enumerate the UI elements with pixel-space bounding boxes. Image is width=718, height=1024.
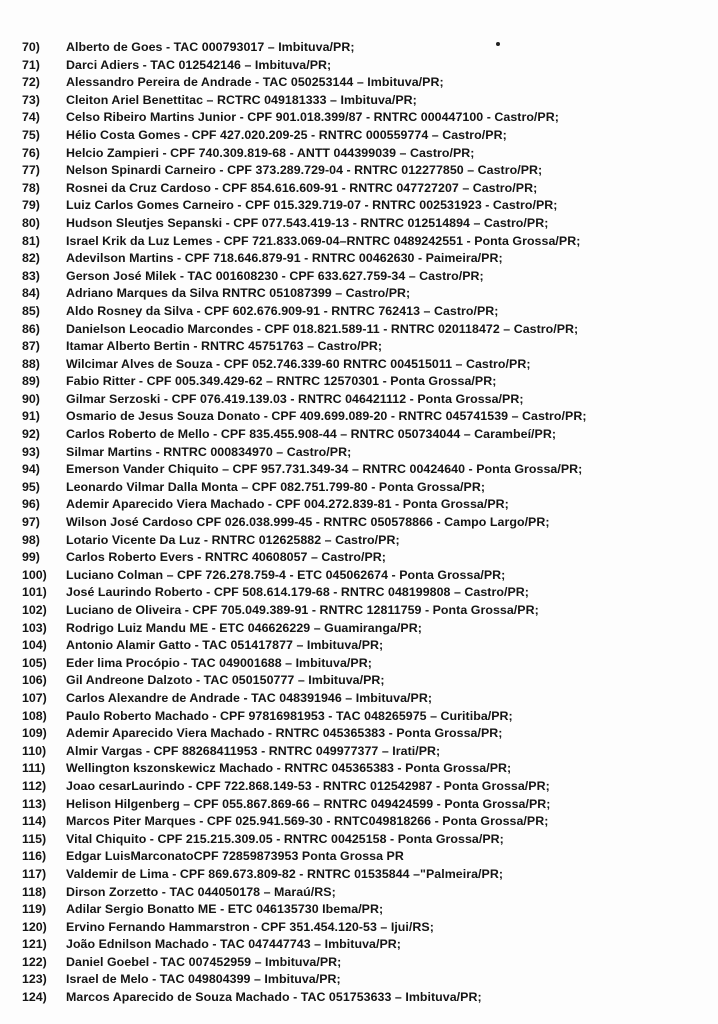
item-number: 78) bbox=[22, 180, 40, 195]
list-item bbox=[22, 637, 587, 655]
list-item bbox=[22, 197, 587, 215]
item-number: 76) bbox=[22, 145, 40, 160]
item-number: 116) bbox=[22, 849, 47, 864]
item-text: Israel Krik da Luz Lemes - CPF 721.833.069-04–RNTRC 0489242551 - Ponta Grossa/PR; bbox=[66, 233, 581, 248]
item-number: 120) bbox=[22, 919, 47, 934]
item-number: 115) bbox=[22, 831, 47, 846]
list-item bbox=[22, 74, 587, 92]
item-text: Carlos Roberto de Mello - CPF 835.455.908-44 – RNTRC 050734044 – Carambeí/PR; bbox=[66, 427, 557, 442]
item-number: 106) bbox=[22, 673, 47, 688]
list-item bbox=[22, 919, 587, 937]
item-text: Hudson Sleutjes Sepanski - CPF 077.543.419-13 - RNTRC 012514894 – Castro/PR; bbox=[66, 215, 549, 230]
item-text: Rodrigo Luiz Mandu ME - ETC 046626229 – Guamiranga/PR; bbox=[66, 620, 422, 635]
list-item bbox=[22, 145, 587, 163]
item-text: Marcos Piter Marques - CPF 025.941.569-30 - RNTC049818266 - Ponta Grossa/PR; bbox=[66, 814, 549, 829]
item-text: Luciano de Oliveira - CPF 705.049.389-91 - RNTRC 12811759 - Ponta Grossa/PR; bbox=[66, 603, 539, 617]
item-text: Alberto de Goes - TAC 000793017 – Imbituva/PR; bbox=[66, 40, 355, 54]
list-item bbox=[22, 725, 587, 743]
item-text: Danielson Leocadio Marcondes - CPF 018.821.589-11 - RNTRC 020118472 – Castro/PR; bbox=[66, 321, 579, 336]
list-item bbox=[22, 796, 587, 814]
item-number: 100) bbox=[22, 567, 47, 582]
list-item bbox=[22, 567, 587, 585]
item-number: 122) bbox=[22, 954, 47, 969]
item-text: Alessandro Pereira de Andrade - TAC 050253144 – Imbituva/PR; bbox=[66, 75, 444, 90]
list-item bbox=[22, 356, 587, 374]
item-text: Helcio Zampieri - CPF 740.309.819-68 - ANTT 044399039 – Castro/PR; bbox=[66, 145, 475, 160]
item-text: Gil Andreone Dalzoto - TAC 050150777 – Imbituva/PR; bbox=[66, 673, 385, 688]
item-text: Valdemir de Lima - CPF 869.673.809-82 - RNTRC 01535844 –"Palmeira/PR; bbox=[66, 866, 504, 881]
item-number: 88) bbox=[22, 356, 40, 371]
item-number: 101) bbox=[22, 585, 47, 600]
list-item bbox=[22, 321, 587, 339]
list-item bbox=[22, 690, 587, 708]
item-number: 112) bbox=[22, 778, 47, 793]
item-text: Ervino Fernando Hammarstron - CPF 351.454.120-53 – Ijui/RS; bbox=[66, 919, 434, 934]
list-item bbox=[22, 39, 587, 57]
item-text: José Laurindo Roberto - CPF 508.614.179-68 - RNTRC 048199808 – Castro/PR; bbox=[66, 585, 529, 600]
item-text: Israel de Melo - TAC 049804399 – Imbituva/PR; bbox=[66, 972, 341, 987]
item-text: Aldo Rosney da Silva - CPF 602.676.909-91 - RNTRC 762413 – Castro/PR; bbox=[66, 303, 499, 318]
item-text: Wilcimar Alves de Souza - CPF 052.746.339-60 RNTRC 004515011 – Castro/PR; bbox=[66, 356, 531, 371]
list-item bbox=[22, 391, 587, 409]
item-text: Rosnei da Cruz Cardoso - CPF 854.616.609-91 - RNTRC 047727207 – Castro/PR; bbox=[66, 180, 538, 195]
item-number: 102) bbox=[22, 603, 47, 617]
item-number: 85) bbox=[22, 303, 40, 318]
item-number: 104) bbox=[22, 638, 47, 653]
item-number: 113) bbox=[22, 796, 47, 811]
item-text: Adriano Marques da Silva RNTRC 051087399 – Castro/PR; bbox=[66, 286, 411, 301]
item-text: Vital Chiquito - CPF 215.215.309.05 - RNTRC 00425158 - Ponta Grossa/PR; bbox=[66, 831, 504, 846]
item-number: 97) bbox=[22, 515, 40, 530]
item-number: 72) bbox=[22, 75, 40, 90]
list-item bbox=[22, 285, 587, 303]
item-text: João Ednilson Machado - TAC 047447743 – Imbituva/PR; bbox=[66, 937, 401, 952]
list-item bbox=[22, 373, 587, 391]
item-number: 84) bbox=[22, 286, 40, 301]
list-item bbox=[22, 584, 587, 602]
item-number: 114) bbox=[22, 814, 47, 829]
item-text: Helison Hilgenberg – CPF 055.867.869-66 – RNTRC 049424599 - Ponta Grossa/PR; bbox=[66, 796, 551, 811]
item-number: 89) bbox=[22, 374, 40, 389]
item-text: Gerson José Milek - TAC 001608230 - CPF 633.627.759-34 – Castro/PR; bbox=[66, 268, 484, 283]
list-item bbox=[22, 303, 587, 321]
item-text: Carlos Roberto Evers - RNTRC 40608057 – Castro/PR; bbox=[66, 550, 386, 565]
item-text: Eder lima Procópio - TAC 049001688 – Imbituva/PR; bbox=[66, 655, 372, 670]
item-text: Almir Vargas - CPF 88268411953 - RNTRC 049977377 – Irati/PR; bbox=[66, 743, 441, 758]
item-number: 94) bbox=[22, 462, 40, 477]
item-text: Luciano Colman – CPF 726.278.759-4 - ETC 045062674 - Ponta Grossa/PR; bbox=[66, 567, 506, 582]
list-item bbox=[22, 92, 587, 110]
item-number: 79) bbox=[22, 198, 40, 213]
item-number: 96) bbox=[22, 497, 40, 512]
list-item bbox=[22, 127, 587, 145]
item-text: Edgar LuisMarconatoCPF 72859873953 Ponta Grossa PR bbox=[66, 849, 404, 864]
list-item bbox=[22, 884, 587, 902]
list-item bbox=[22, 655, 587, 673]
item-number: 109) bbox=[22, 726, 47, 741]
list-item bbox=[22, 408, 587, 426]
list-item bbox=[22, 514, 587, 532]
item-number: 90) bbox=[22, 391, 40, 406]
item-number: 98) bbox=[22, 532, 40, 547]
list-item bbox=[22, 778, 587, 796]
item-number: 121) bbox=[22, 937, 47, 952]
list-item bbox=[22, 831, 587, 849]
item-text: Dirson Zorzetto - TAC 044050178 – Maraú/RS; bbox=[66, 884, 336, 899]
list-item bbox=[22, 901, 587, 919]
item-number: 110) bbox=[22, 743, 47, 758]
item-number: 123) bbox=[22, 972, 47, 987]
list-item bbox=[22, 848, 587, 866]
item-text: Silmar Martins - RNTRC 000834970 – Castro/PR; bbox=[66, 444, 352, 459]
list-item bbox=[22, 233, 587, 251]
item-number: 86) bbox=[22, 321, 40, 336]
item-number: 93) bbox=[22, 444, 40, 459]
list-item bbox=[22, 813, 587, 831]
item-text: Antonio Alamir Gatto - TAC 051417877 – Imbituva/PR; bbox=[66, 638, 384, 653]
item-text: Itamar Alberto Bertin - RNTRC 45751763 – Castro/PR; bbox=[66, 339, 383, 354]
item-text: Nelson Spinardi Carneiro - CPF 373.289.729-04 - RNTRC 012277850 – Castro/PR; bbox=[66, 163, 543, 178]
list-item bbox=[22, 496, 587, 514]
item-text: Fabio Ritter - CPF 005.349.429-62 – RNTRC 12570301 - Ponta Grossa/PR; bbox=[66, 374, 497, 389]
list-item bbox=[22, 620, 587, 638]
list-item bbox=[22, 162, 587, 180]
item-number: 81) bbox=[22, 233, 40, 248]
list-item bbox=[22, 461, 587, 479]
list-item bbox=[22, 338, 587, 356]
list-item bbox=[22, 532, 587, 550]
list-item bbox=[22, 109, 587, 127]
item-text: Adevilson Martins - CPF 718.646.879-91 - RNTRC 00462630 - Paimeira/PR; bbox=[66, 251, 503, 266]
item-text: Wellington kszonskewicz Machado - RNTRC 045365383 - Ponta Grossa/PR; bbox=[66, 761, 512, 776]
list-item bbox=[22, 743, 587, 761]
list-item bbox=[22, 426, 587, 444]
item-number: 80) bbox=[22, 215, 40, 230]
item-number: 99) bbox=[22, 550, 40, 565]
item-text: Joao cesarLaurindo - CPF 722.868.149-53 - RNTRC 012542987 - Ponta Grossa/PR; bbox=[66, 778, 550, 793]
item-number: 75) bbox=[22, 127, 40, 142]
list-item bbox=[22, 57, 587, 75]
item-number: 70) bbox=[22, 40, 40, 54]
item-text: Emerson Vander Chiquito – CPF 957.731.349-34 – RNTRC 00424640 - Ponta Grossa/PR; bbox=[66, 462, 583, 477]
item-number: 103) bbox=[22, 620, 47, 635]
item-number: 105) bbox=[22, 655, 47, 670]
item-text: Leonardo Vilmar Dalla Monta – CPF 082.751.799-80 - Ponta Grossa/PR; bbox=[66, 479, 486, 494]
item-number: 117) bbox=[22, 866, 47, 881]
list-item bbox=[22, 672, 587, 690]
item-number: 77) bbox=[22, 163, 40, 178]
list-item bbox=[22, 760, 587, 778]
item-number: 118) bbox=[22, 884, 47, 899]
item-number: 74) bbox=[22, 110, 40, 125]
item-text: Luiz Carlos Gomes Carneiro - CPF 015.329.719-07 - RNTRC 002531923 - Castro/PR; bbox=[66, 198, 558, 213]
list-item bbox=[22, 215, 587, 233]
list-item bbox=[22, 708, 587, 726]
item-text: Adilar Sergio Bonatto ME - ETC 046135730 Ibema/PR; bbox=[66, 902, 384, 917]
list-item bbox=[22, 602, 587, 620]
carrier-list bbox=[22, 39, 587, 1007]
item-text: Hélio Costa Gomes - CPF 427.020.209-25 - RNTRC 000559774 – Castro/PR; bbox=[66, 127, 507, 142]
item-text: Wilson José Cardoso CPF 026.038.999-45 - RNTRC 050578866 - Campo Largo/PR; bbox=[66, 515, 550, 530]
item-number: 119) bbox=[22, 902, 47, 917]
item-number: 87) bbox=[22, 339, 40, 354]
item-text: Ademir Aparecido Viera Machado - CPF 004.272.839-81 - Ponta Grossa/PR; bbox=[66, 497, 509, 512]
item-text: Lotario Vicente Da Luz - RNTRC 012625882 – Castro/PR; bbox=[66, 532, 400, 547]
item-number: 73) bbox=[22, 92, 40, 107]
item-text: Daniel Goebel - TAC 007452959 – Imbituva/PR; bbox=[66, 954, 342, 969]
item-number: 91) bbox=[22, 409, 40, 424]
list-item bbox=[22, 268, 587, 286]
list-item bbox=[22, 936, 587, 954]
item-number: 92) bbox=[22, 427, 40, 442]
item-number: 124) bbox=[22, 990, 47, 1005]
item-text: Ademir Aparecido Viera Machado - RNTRC 045365383 - Ponta Grossa/PR; bbox=[66, 726, 503, 741]
item-number: 108) bbox=[22, 708, 47, 723]
item-text: Celso Ribeiro Martins Junior - CPF 901.018.399/87 - RNTRC 000447100 - Castro/PR; bbox=[66, 110, 559, 125]
item-text: Marcos Aparecido de Souza Machado - TAC 051753633 – Imbituva/PR; bbox=[66, 990, 482, 1005]
list-item bbox=[22, 971, 587, 989]
list-item bbox=[22, 989, 587, 1007]
item-number: 83) bbox=[22, 268, 40, 283]
item-text: Gilmar Serzoski - CPF 076.419.139.03 - RNTRC 046421112 - Ponta Grossa/PR; bbox=[66, 391, 524, 406]
list-item bbox=[22, 180, 587, 198]
list-item bbox=[22, 866, 587, 884]
list-item bbox=[22, 444, 587, 462]
item-number: 71) bbox=[22, 57, 40, 72]
list-item bbox=[22, 479, 587, 497]
list-item bbox=[22, 954, 587, 972]
item-number: 111) bbox=[22, 761, 46, 776]
item-number: 82) bbox=[22, 251, 40, 266]
item-text: Darci Adiers - TAC 012542146 – Imbituva/PR; bbox=[66, 57, 332, 72]
item-text: Osmario de Jesus Souza Donato - CPF 409.699.089-20 - RNTRC 045741539 – Castro/PR; bbox=[66, 409, 587, 424]
item-text: Cleiton Ariel Benettitac – RCTRC 049181333 – Imbituva/PR; bbox=[66, 92, 417, 107]
item-number: 95) bbox=[22, 479, 40, 494]
item-text: Paulo Roberto Machado - CPF 97816981953 - TAC 048265975 – Curitiba/PR; bbox=[66, 708, 513, 723]
list-item bbox=[22, 549, 587, 567]
list-item bbox=[22, 250, 587, 268]
item-text: Carlos Alexandre de Andrade - TAC 048391946 – Imbituva/PR; bbox=[66, 690, 433, 705]
item-number: 107) bbox=[22, 690, 47, 705]
